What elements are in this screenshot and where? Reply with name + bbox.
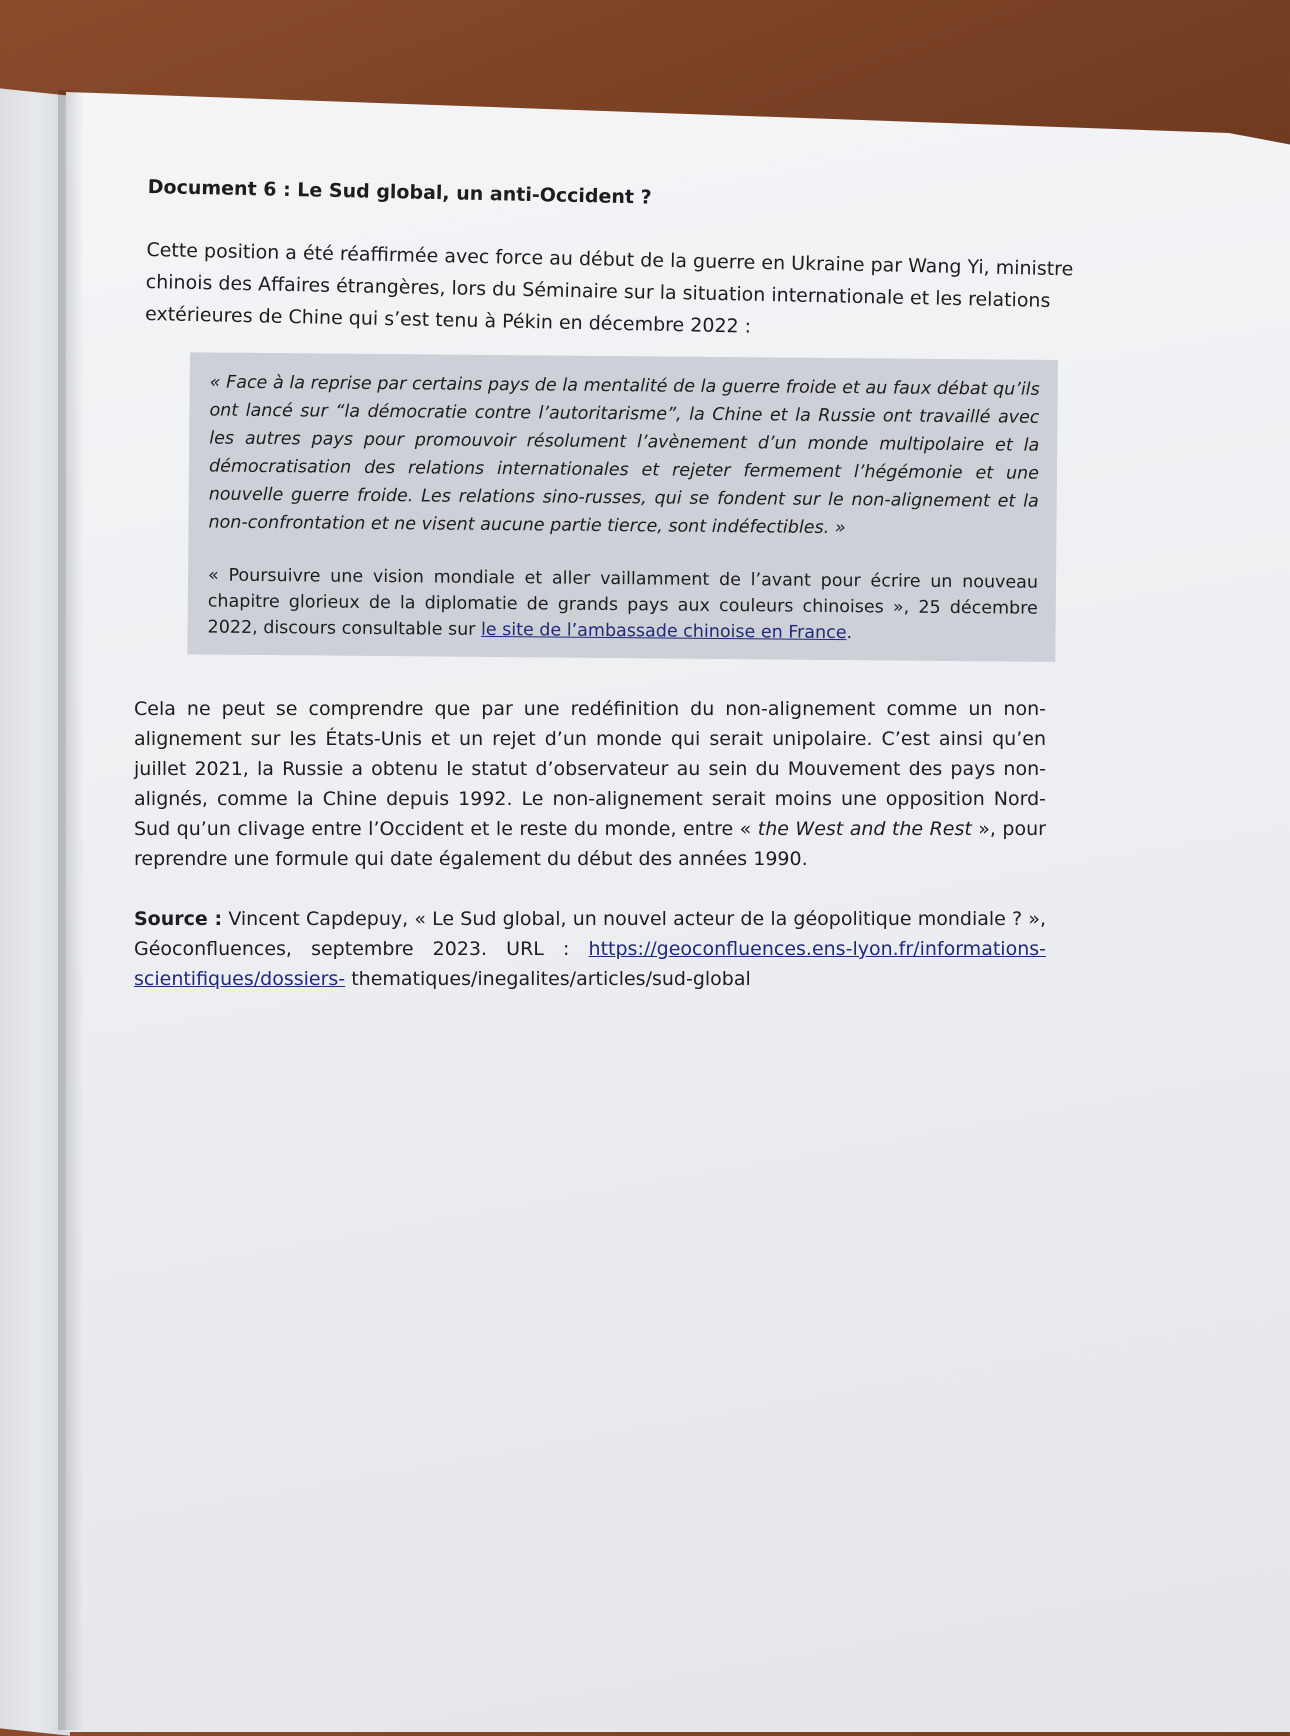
quote-reference xyxy=(207,563,1038,648)
body-paragraph xyxy=(134,694,1046,874)
source-text: Vincent Capdepuy, « Le Sud global, un nouvel acteur de la géopolitique mondiale ? », Géoconfluences, septembre 2023. URL : xyxy=(134,908,1046,960)
quote-box xyxy=(187,352,1058,662)
body-italic: the West and the Rest xyxy=(757,818,972,840)
source-paragraph xyxy=(134,904,1046,994)
intro-paragraph: Cette position a été réaffirmée avec force au début de la guerre en Ukraine par Wang Yi, ministre chinois des Affaires étrangères, lors du Séminaire sur la situation internationale et les relations extérieures de Chine qui s’est tenu à Pékin en décembre 2022 : xyxy=(144,238,1074,338)
quote-text: « Face à la reprise par certains pays de la mentalité de la guerre froide et au faux débat qu’ils ont lancé sur “la démocratie contre l’autoritarisme”, la Chine et la Russie ont travaillé avec les autres pays pour promouvoir résolument l’avènement d’un monde multipolaire et la démocratisation des relations internationales et rejeter fermement l’hégémonie et une nouvelle guerre froide. Les relations sino-russes, qui se fondent sur le non-alignement et la non-confrontation et ne visent aucune partie tierce, sont indéfectibles. » xyxy=(208,372,1040,539)
document-title: Document 6 : Le Sud global, un anti-Occident ? xyxy=(147,176,652,209)
document-content xyxy=(134,176,1138,994)
quote-reference-text: « Poursuivre une vision mondiale et aller vaillamment de l’avant pour écrire un nouveau chapitre glorieux de la diplomatie de grands pays aux couleurs chinoises », 25 décembre 2022, discours consultable sur xyxy=(207,565,1039,640)
header-block xyxy=(145,176,1138,351)
body-text: Cela ne peut se comprendre que par une redéfinition du non-alignement comme un non-alignement sur les États-Unis et un rejet d’un monde qui serait unipolaire. C’est ainsi qu’en juillet 2021, la Russie a obtenu le statut d’observateur au sein du Mouvement des pays non-alignés, comme la Chine depuis 1992. Le non-alignement serait moins une opposition Nord-Sud qu’un clivage entre l’Occident et le reste du monde, entre « xyxy=(134,698,1046,840)
source-url-rest: thematiques/inegalites/articles/sud-global xyxy=(351,968,751,990)
spine-shadow xyxy=(58,90,84,1730)
source-label: Source : xyxy=(134,908,223,930)
quote-block xyxy=(145,352,1138,663)
embassy-link[interactable]: le site de l’ambassade chinoise en France xyxy=(480,619,847,644)
source-url-link[interactable]: https://geoconfluences.ens-lyon.fr/informations-scientifiques/dossiers- xyxy=(134,938,1046,990)
body-text-end: », pour reprendre une formule qui date également du début des années 1990. xyxy=(134,818,1046,870)
quote-reference-end: . xyxy=(846,623,853,644)
